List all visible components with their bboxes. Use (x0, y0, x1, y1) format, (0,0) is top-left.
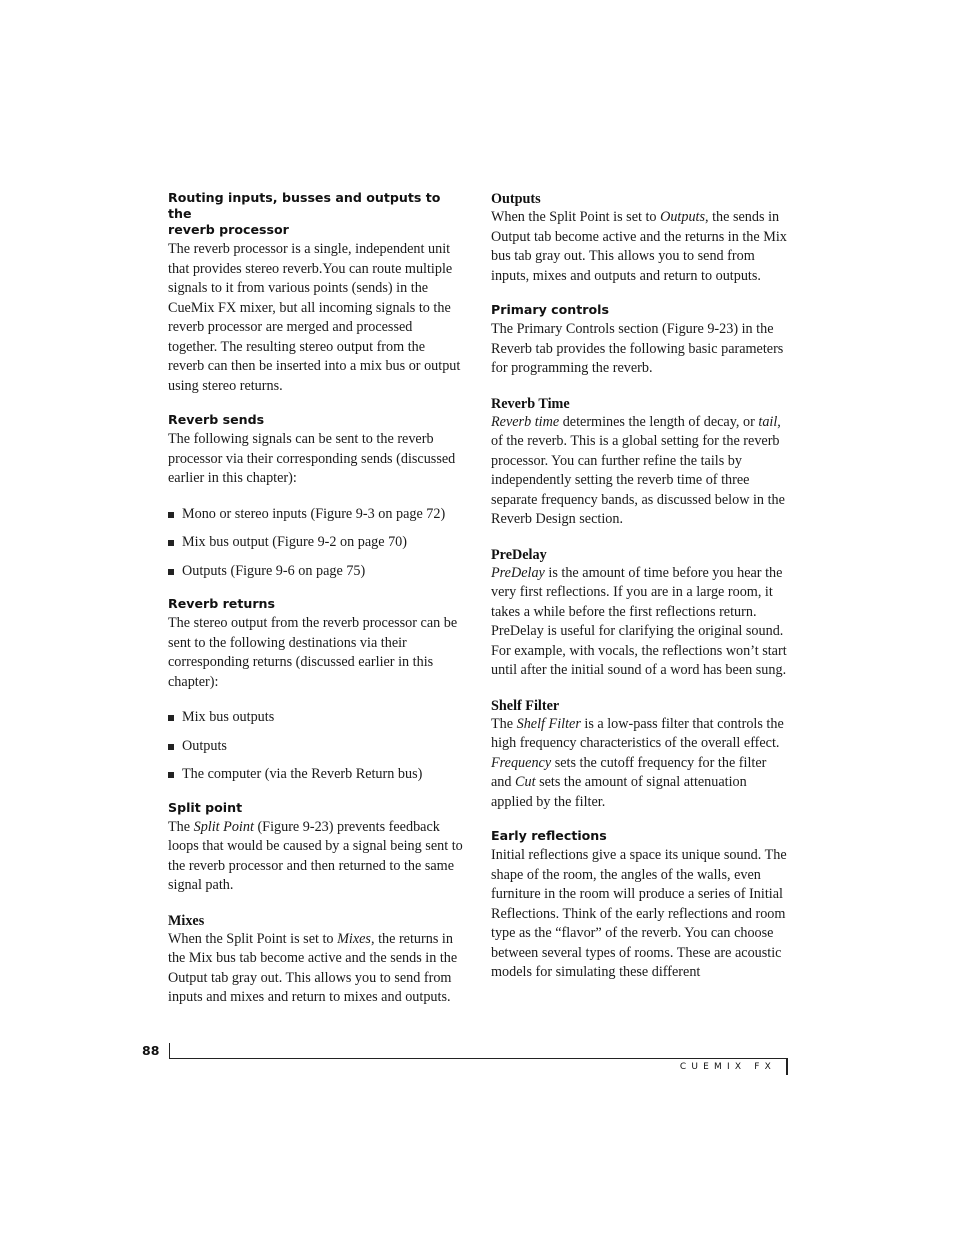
split-point-heading: Split point (168, 799, 243, 815)
routing-heading-line1: Routing inputs, busses and outputs to the (168, 190, 441, 221)
primary-controls-heading: Primary controls (491, 302, 609, 317)
routing-body: The reverb processor is a single, independent unit that provides stereo reverb.You can route multiple signals to it from various points (sends) in the CueMix FX mixer, but all incoming signals to the reverb processor are merged and processed together. The resulting stereo output from the reverb can then be inserted into a mix bus or output using stereo returns. (168, 241, 461, 394)
reverb-sends-body: The following signals can be sent to the reverb processor via their corresponding sends (discussed earlier in this chapter): (168, 431, 456, 486)
outputs-heading: Outputs (491, 191, 541, 207)
bullet-square-icon (168, 744, 174, 750)
primary-controls-body: The Primary Controls section (Figure 9-23) in the Reverb tab provides the following basic parameters for programming the reverb. (491, 321, 784, 376)
predelay-body: PreDelay is the amount of time before you hear the very first reflections. If you are in a large room, it takes a while before the first reflections return. PreDelay is useful for clarifying the original sound. For example, with vocals, the reflections won’t start until after the initial sound of a word has been sung. (491, 564, 787, 678)
section-mixes (168, 912, 464, 1008)
early-reflections-heading: Early reflections (491, 828, 607, 843)
routing-heading-line2: reverb processor (168, 222, 289, 237)
bullet-square-icon (168, 540, 174, 546)
bullet-square-icon (168, 569, 174, 575)
outputs-body: When the Split Point is set to Outputs, the sends in Output tab become active and the returns in the Mix bus tab gray out. This allows you to send from inputs, mixes and outputs and return to outputs. (491, 209, 787, 284)
bullet-square-icon (168, 715, 174, 721)
list-item-text: The computer (via the Reverb Return bus) (182, 766, 423, 782)
reverb-sends-heading: Reverb sends (168, 412, 265, 427)
bullet-square-icon (168, 512, 174, 518)
reverb-sends-list (168, 505, 464, 582)
section-routing (168, 190, 464, 396)
section-predelay (491, 546, 787, 681)
section-early-reflections (491, 828, 787, 983)
section-primary-controls (491, 302, 787, 379)
right-column (491, 190, 787, 999)
list-item (168, 505, 464, 525)
list-item-text: Outputs (Figure 9-6 on page 75) (182, 562, 366, 579)
list-item (168, 533, 464, 553)
list-item-text: Outputs (182, 737, 227, 754)
list-item-text: Mono or stereo inputs (Figure 9-3 on page 72) (182, 505, 446, 522)
predelay-heading: PreDelay (491, 546, 547, 563)
footer-rule (169, 1058, 787, 1059)
page-number: 88 (142, 1043, 160, 1058)
shelf-filter-body: The Shelf Filter is a low-pass filter that controls the high frequency characteristics of the overall effect. Frequency sets the cutoff frequency for the filter and Cut sets the amount of signal attenuation applied by the filter. (491, 715, 784, 810)
list-item-text: Mix bus output (Figure 9-2 on page 70) (182, 534, 408, 550)
reverb-returns-list (168, 708, 464, 785)
mixes-heading: Mixes (168, 912, 205, 929)
reverb-returns-heading: Reverb returns (168, 596, 276, 611)
shelf-filter-heading: Shelf Filter (491, 697, 560, 714)
routing-heading (168, 190, 464, 238)
list-item (168, 765, 464, 785)
section-split-point (168, 800, 464, 896)
section-reverb-sends (168, 412, 464, 581)
left-column (168, 190, 464, 1024)
mixes-body: When the Split Point is set to Mixes, the returns in the Mix bus tab become active and the sends in the Output tab gray out. This allows you to send from inputs and mixes and return to mixes and outputs. (168, 930, 458, 1005)
section-reverb-returns (168, 596, 464, 785)
reverb-time-heading: Reverb Time (491, 395, 570, 412)
reverb-returns-body: The stereo output from the reverb processor can be sent to the following destinations via their corresponding returns (discussed earlier in this chapter): (168, 615, 458, 690)
early-reflections-body: Initial reflections give a space its unique sound. The shape of the room, the angles of the walls, even furniture in the room will produce a series of Initial Reflections. Think of the early reflections and room type as the “flavor” of the reverb. You can choose between several types of rooms. These are acoustic models for simulating these different (491, 847, 787, 980)
footer-rule-right (786, 1058, 788, 1075)
split-point-body: The Split Point (Figure 9-23) prevents feedback loops that would be caused by a signal being sent to the reverb processor and then returned to the same signal path. (168, 818, 463, 893)
section-outputs (491, 190, 787, 286)
reverb-time-body: Reverb time determines the length of decay, or tail, of the reverb. This is a global setting for the reverb processor. You can further refine the tails by independently setting the reverb time of three separate frequency bands, as discussed below in the Reverb Design section. (491, 413, 785, 527)
bullet-square-icon (168, 772, 174, 778)
section-reverb-time (491, 395, 787, 530)
list-item-text: Mix bus outputs (182, 709, 275, 725)
list-item (168, 708, 464, 728)
list-item (168, 562, 464, 582)
running-footer-title: CUEMIX FX (679, 1062, 776, 1072)
list-item (168, 737, 464, 757)
footer-rule-left (169, 1043, 170, 1058)
section-shelf-filter (491, 697, 787, 813)
